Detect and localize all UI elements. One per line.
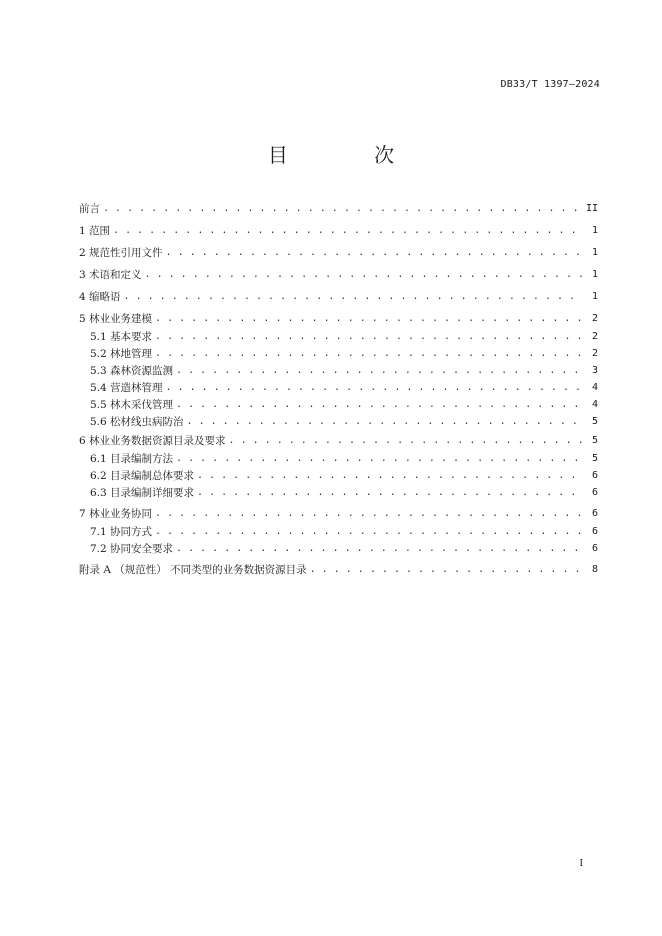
toc-leader-dots bbox=[197, 486, 582, 500]
toc-entry-label: 6.1 目录编制方法 bbox=[90, 453, 174, 465]
toc-entry[interactable] bbox=[79, 434, 598, 448]
toc-entry-label: 6 林业业务数据资源目录及要求 bbox=[79, 435, 226, 447]
toc-subentry[interactable] bbox=[90, 486, 598, 500]
toc-entry-label: 2 规范性引用文件 bbox=[79, 247, 163, 259]
toc-entry-page: 6 bbox=[591, 470, 598, 481]
page-number: I bbox=[579, 859, 583, 869]
toc-entry-page: 5 bbox=[591, 453, 598, 464]
toc-entry-label: 5.6 松材线虫病防治 bbox=[90, 416, 184, 428]
toc-entry-page: 2 bbox=[591, 331, 598, 342]
toc-leader-dots bbox=[176, 452, 582, 466]
toc-entry[interactable] bbox=[79, 563, 598, 577]
toc-entry-label: 5.5 林木采伐管理 bbox=[90, 399, 174, 411]
toc-entry-page: 1 bbox=[591, 269, 598, 280]
toc-leader-dots bbox=[155, 330, 582, 344]
toc-entry-label: 6.3 目录编制详细要求 bbox=[90, 487, 195, 499]
toc-leader-dots bbox=[124, 290, 582, 304]
toc-entry-page: 2 bbox=[591, 348, 598, 359]
toc-leader-dots bbox=[155, 507, 582, 521]
toc-entry-label: 5 林业业务建模 bbox=[79, 313, 153, 325]
toc-entry-page: 1 bbox=[591, 247, 598, 258]
toc-entry-label: 6.2 目录编制总体要求 bbox=[90, 470, 195, 482]
toc-entry-label: 附录 A （规范性） 不同类型的业务数据资源目录 bbox=[79, 564, 307, 576]
toc-entry-label: 5.3 森林资源监测 bbox=[90, 365, 174, 377]
toc-subentry[interactable] bbox=[90, 469, 598, 483]
toc-entry-page: II bbox=[585, 203, 598, 214]
toc-entry-label: 7.1 协同方式 bbox=[90, 526, 153, 538]
toc-entry[interactable] bbox=[79, 268, 598, 282]
toc-leader-dots bbox=[155, 347, 582, 361]
toc-entry[interactable] bbox=[79, 246, 598, 260]
toc-entry-label: 5.2 林地管理 bbox=[90, 348, 153, 360]
toc-entry-page: 3 bbox=[591, 365, 598, 376]
toc-leader-dots bbox=[113, 224, 582, 238]
document-code: DB33/T 1397—2024 bbox=[500, 79, 600, 90]
toc-subentry[interactable] bbox=[90, 542, 598, 556]
toc-leader-dots bbox=[166, 381, 582, 395]
toc-leader-dots bbox=[229, 434, 582, 448]
toc-subentry[interactable] bbox=[90, 330, 598, 344]
toc-leader-dots bbox=[103, 202, 580, 216]
toc-leader-dots bbox=[155, 525, 582, 539]
toc-entry-page: 5 bbox=[591, 435, 598, 446]
toc-entry[interactable] bbox=[79, 290, 598, 304]
toc-entry-page: 6 bbox=[591, 526, 598, 537]
toc-leader-dots bbox=[166, 246, 582, 260]
toc-leader-dots bbox=[176, 398, 582, 412]
toc-title: 目 次 bbox=[267, 143, 435, 167]
toc-entry-label: 7 林业业务协同 bbox=[79, 508, 153, 520]
toc-leader-dots bbox=[310, 563, 582, 577]
toc-leader-dots bbox=[155, 312, 582, 326]
toc-entry[interactable] bbox=[79, 202, 598, 216]
toc-leader-dots bbox=[197, 469, 582, 483]
toc-entry-label: 3 术语和定义 bbox=[79, 269, 142, 281]
toc-entry-label: 1 范围 bbox=[79, 225, 111, 237]
toc-leader-dots bbox=[145, 268, 582, 282]
toc-subentry[interactable] bbox=[90, 381, 598, 395]
toc-entry-label: 5.1 基本要求 bbox=[90, 331, 153, 343]
toc-entry-page: 2 bbox=[591, 313, 598, 324]
toc-entry[interactable] bbox=[79, 224, 598, 238]
toc-entry-page: 1 bbox=[591, 291, 598, 302]
toc-entry-page: 6 bbox=[591, 543, 598, 554]
toc-subentry[interactable] bbox=[90, 525, 598, 539]
toc-subentry[interactable] bbox=[90, 452, 598, 466]
toc-entry-page: 4 bbox=[591, 399, 598, 410]
toc-leader-dots bbox=[176, 364, 582, 378]
toc-entry-label: 5.4 营造林管理 bbox=[90, 382, 163, 394]
toc-entry-page: 5 bbox=[591, 416, 598, 427]
toc-entry-page: 4 bbox=[591, 382, 598, 393]
toc-leader-dots bbox=[187, 415, 582, 429]
toc-subentry[interactable] bbox=[90, 347, 598, 361]
toc-entry-label: 前言 bbox=[79, 203, 100, 215]
toc-entry-label: 7.2 协同安全要求 bbox=[90, 543, 174, 555]
toc-entry-label: 4 缩略语 bbox=[79, 291, 121, 303]
toc-entry-page: 8 bbox=[591, 564, 598, 575]
toc-entry[interactable] bbox=[79, 312, 598, 326]
toc-entry-page: 6 bbox=[591, 508, 598, 519]
toc-subentry[interactable] bbox=[90, 364, 598, 378]
toc-subentry[interactable] bbox=[90, 415, 598, 429]
toc-leader-dots bbox=[176, 542, 582, 556]
toc-entry-page: 6 bbox=[591, 487, 598, 498]
toc-entry-page: 1 bbox=[591, 225, 598, 236]
toc-entry[interactable] bbox=[79, 507, 598, 521]
toc-subentry[interactable] bbox=[90, 398, 598, 412]
